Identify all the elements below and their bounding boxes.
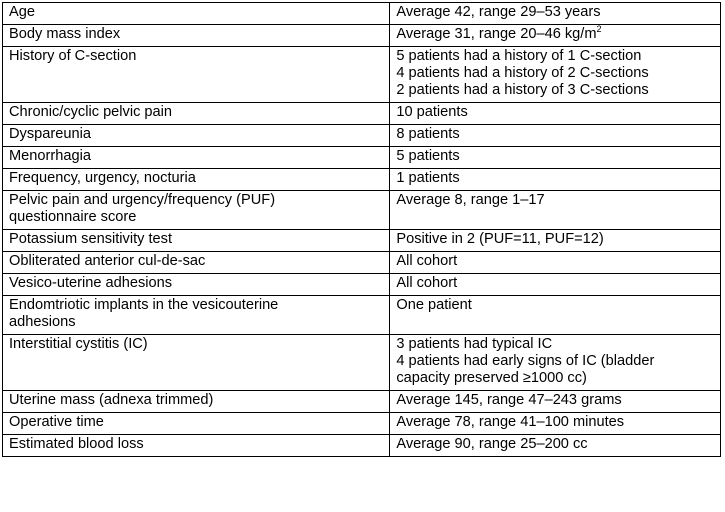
row-value-text: 10 patients	[396, 104, 468, 120]
row-value-text: All cohort	[396, 253, 458, 269]
row-value-text: 2 patients had a history of 3 C-sections	[396, 82, 649, 98]
row-label-text: Estimated blood loss	[9, 436, 144, 452]
row-value-cell	[390, 3, 721, 25]
row-value-text: Average 145, range 47–243 grams	[396, 392, 622, 408]
row-label-text: Menorrhagia	[9, 148, 91, 164]
row-value-cell	[390, 413, 721, 435]
row-label-text: Obliterated anterior cul-de-sac	[9, 253, 206, 269]
row-label-text: adhesions	[9, 314, 76, 330]
row-value-text: Average 8, range 1–17	[396, 192, 545, 208]
row-value-cell	[390, 230, 721, 252]
row-label-text: Body mass index	[9, 26, 121, 42]
row-value-text: Average 31, range 20–46 $kg/m^2$	[396, 24, 602, 42]
row-value-cell	[390, 147, 721, 169]
row-value-cell	[390, 252, 721, 274]
row-label-cell	[3, 335, 390, 391]
table-row	[3, 3, 721, 25]
row-value-text: All cohort	[396, 275, 458, 291]
row-label-text: Vesico-uterine adhesions	[9, 275, 173, 291]
table-row	[3, 435, 721, 457]
row-label-cell	[3, 391, 390, 413]
row-label-text: Operative time	[9, 414, 104, 430]
table-row	[3, 274, 721, 296]
row-label-cell	[3, 103, 390, 125]
row-label-cell	[3, 147, 390, 169]
row-label-text: History of C-section	[9, 48, 137, 64]
row-label-text: Dyspareunia	[9, 126, 91, 142]
table-body	[3, 3, 721, 457]
table-row	[3, 335, 721, 391]
row-value-cell	[390, 435, 721, 457]
row-label-cell	[3, 169, 390, 191]
row-value-cell	[390, 296, 721, 335]
row-label-cell	[3, 296, 390, 335]
row-value-text: Average 78, range 41–100 minutes	[396, 414, 625, 430]
row-label-cell	[3, 252, 390, 274]
row-label-cell	[3, 47, 390, 103]
row-label-text: Endomtriotic implants in the vesicouterine	[9, 297, 279, 313]
row-label-text: Uterine mass (adnexa trimmed)	[9, 392, 214, 408]
unit-superscript: 2	[596, 24, 602, 34]
row-value-text: Average 90, range 25–200 cc	[396, 436, 588, 452]
table-row	[3, 103, 721, 125]
row-label-text: Age	[9, 4, 35, 20]
row-value-cell	[390, 103, 721, 125]
row-value-cell	[390, 391, 721, 413]
table-row	[3, 230, 721, 252]
row-value-cell	[390, 25, 721, 47]
row-label-cell	[3, 435, 390, 457]
row-label-text: questionnaire score	[9, 209, 137, 225]
row-value-cell	[390, 191, 721, 230]
row-value-text: 4 patients had early signs of IC (bladder	[396, 353, 655, 369]
table-row	[3, 296, 721, 335]
row-value-text: One patient	[396, 297, 472, 313]
row-value-text: Average 42, range 29–53 years	[396, 4, 601, 20]
row-label-cell	[3, 191, 390, 230]
row-value-cell	[390, 169, 721, 191]
table-row	[3, 413, 721, 435]
row-value-text: Positive in 2 (PUF=11, PUF=12)	[396, 231, 604, 247]
table-row	[3, 47, 721, 103]
row-value-text: 5 patients	[396, 148, 460, 164]
row-label-text: Chronic/cyclic pelvic pain	[9, 104, 173, 120]
row-value-cell	[390, 125, 721, 147]
row-label-cell	[3, 274, 390, 296]
table-row	[3, 169, 721, 191]
row-value-text: 1 patients	[396, 170, 460, 186]
row-value-cell	[390, 274, 721, 296]
row-value-cell	[390, 335, 721, 391]
row-label-cell	[3, 3, 390, 25]
row-value-text: 3 patients had typical IC	[396, 336, 553, 352]
table-row	[3, 125, 721, 147]
row-label-cell	[3, 413, 390, 435]
row-label-cell	[3, 230, 390, 252]
row-value-cell	[390, 47, 721, 103]
row-value-text: capacity preserved ≥1000 cc)	[396, 370, 587, 386]
row-label-cell	[3, 125, 390, 147]
table-row	[3, 191, 721, 230]
table-row	[3, 391, 721, 413]
patient-characteristics-table-wrapper	[2, 2, 721, 457]
table-row	[3, 252, 721, 274]
row-label-text: Potassium sensitivity test	[9, 231, 173, 247]
row-label-text: Interstitial cystitis (IC)	[9, 336, 148, 352]
row-value-text: 8 patients	[396, 126, 460, 142]
row-label-text: Frequency, urgency, nocturia	[9, 170, 196, 186]
table-row	[3, 25, 721, 47]
row-label-cell	[3, 25, 390, 47]
row-value-text: 5 patients had a history of 1 C-section	[396, 48, 642, 64]
row-value-text: 4 patients had a history of 2 C-sections	[396, 65, 649, 81]
row-label-text: Pelvic pain and urgency/frequency (PUF)	[9, 192, 276, 208]
patient-characteristics-table	[2, 2, 721, 457]
table-row	[3, 147, 721, 169]
